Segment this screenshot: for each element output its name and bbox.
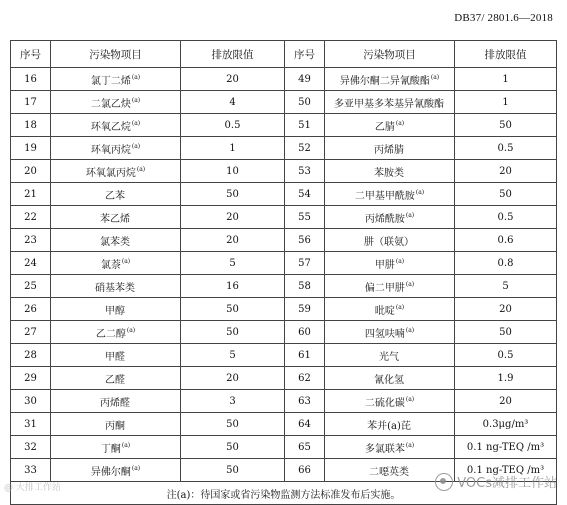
pollutant-cell: 氯丁二烯$^{(a)}$ [51,68,181,91]
table-row [11,137,557,160]
footnote-marker: (a) [136,166,146,174]
pollutant-cell: 光气 [325,344,455,367]
pollutant-limits-table [10,40,557,505]
pollutant-cell: 环氧氯丙烷$^{(a)}$ [51,160,181,183]
footnote-marker: (a) [126,327,136,335]
serial-cell: 64 [285,413,325,436]
limit-cell: 20 [181,206,285,229]
pollutant-cell: 乙苯 [51,183,181,206]
limit-cell: 0.8 [455,252,557,275]
limit-cell: 10 [181,160,285,183]
limit-cell: 0.5 [455,137,557,160]
serial-cell: 50 [285,91,325,114]
footnote-marker: (a) [121,442,131,450]
pollutant-cell: 苯乙烯 [51,206,181,229]
pollutant-cell: 苯胺类 [325,160,455,183]
pollutant-cell: 多氯联苯$^{(a)}$ [325,436,455,459]
header-pollutant-2: 污染物项目 [325,41,455,68]
limit-cell: 0.5 [181,114,285,137]
table-row [11,344,557,367]
table-header-row [11,41,557,68]
pollutant-cell: 氰化氢 [325,367,455,390]
serial-cell: 55 [285,206,325,229]
watermark [435,472,557,491]
serial-cell: 53 [285,160,325,183]
header-serial-2: 序号 [285,41,325,68]
limit-cell: 1.9 [455,367,557,390]
limit-cell: 5 [181,252,285,275]
table-row [11,252,557,275]
footnote-marker: (a) [405,327,415,335]
table-note: 注(a)：待国家或省污染物监测方法标准发布后实施。 [11,482,557,505]
limit-cell: 0.1 ng-TEQ /m³ [455,459,557,482]
limit-cell: 5 [455,275,557,298]
table-row [11,390,557,413]
serial-cell: 62 [285,367,325,390]
table-row [11,91,557,114]
serial-cell: 26 [11,298,51,321]
limit-cell: 50 [455,321,557,344]
pollutant-cell: 偏二甲肼$^{(a)}$ [325,275,455,298]
header-pollutant-1: 污染物项目 [51,41,181,68]
pollutant-cell: 甲醛 [51,344,181,367]
limit-cell: 50 [181,321,285,344]
limit-cell: 0.1 ng-TEQ /m³ [455,436,557,459]
pollutant-cell: 丙烯酰胺$^{(a)}$ [325,206,455,229]
pollutant-cell: 环氧乙烷$^{(a)}$ [51,114,181,137]
pollutant-cell: 甲醇 [51,298,181,321]
serial-cell: 24 [11,252,51,275]
footnote-marker: (a) [121,258,131,266]
serial-cell: 20 [11,160,51,183]
limit-cell: 20 [181,229,285,252]
footnote-marker: (a) [405,281,415,289]
serial-cell: 33 [11,459,51,482]
serial-cell: 52 [285,137,325,160]
pollutant-cell: 肼（联氨） [325,229,455,252]
footnote-marker: (a) [395,304,405,312]
serial-cell: 65 [285,436,325,459]
pollutant-cell: 氯萘$^{(a)}$ [51,252,181,275]
limit-cell: 20 [455,390,557,413]
pollutant-cell: 二硫化碳$^{(a)}$ [325,390,455,413]
footnote-marker: (a) [395,258,405,266]
serial-cell: 60 [285,321,325,344]
footnote-marker: (a) [430,74,440,82]
table-row [11,413,557,436]
limit-cell: 0.5 [455,344,557,367]
table-row [11,114,557,137]
pollutant-cell: 异佛尔酮$^{(a)}$ [51,459,181,482]
serial-cell: 59 [285,298,325,321]
serial-cell: 28 [11,344,51,367]
document-code: DB37/ 2801.6—2018 [454,12,553,24]
footnote-marker: (a) [405,442,415,450]
header-serial-1: 序号 [11,41,51,68]
serial-cell: 49 [285,68,325,91]
serial-cell: 23 [11,229,51,252]
limit-cell: 20 [181,367,285,390]
table-row [11,68,557,91]
serial-cell: 30 [11,390,51,413]
limit-cell: 20 [181,68,285,91]
serial-cell: 54 [285,183,325,206]
pollutant-cell: 乙腈$^{(a)}$ [325,114,455,137]
limit-cell: 50 [181,436,285,459]
serial-cell: 16 [11,68,51,91]
pollutant-cell: 乙醛 [51,367,181,390]
pollutant-cell: 二氯乙炔$^{(a)}$ [51,91,181,114]
pollutant-cell: 多亚甲基多苯基异氰酸酯 [325,91,455,114]
limit-cell: 1 [181,137,285,160]
serial-cell: 58 [285,275,325,298]
serial-cell: 17 [11,91,51,114]
footnote-marker: (a) [131,465,141,473]
pollutant-cell: 丙烯醛 [51,390,181,413]
pollutant-cell: 异佛尔酮二异氰酸酯$^{(a)}$ [325,68,455,91]
limit-cell: 50 [181,183,285,206]
footnote-marker: (a) [405,396,415,404]
serial-cell: 25 [11,275,51,298]
footnote-marker: (a) [131,120,141,128]
serial-cell: 63 [285,390,325,413]
serial-cell: 66 [285,459,325,482]
limit-cell: 0.5 [455,206,557,229]
watermark-text: VOCs减排工作站 [457,476,557,491]
serial-cell: 22 [11,206,51,229]
table-row [11,275,557,298]
table-row [11,436,557,459]
table-row [11,321,557,344]
serial-cell: 51 [285,114,325,137]
serial-cell: 27 [11,321,51,344]
pollutant-cell: 环氧丙烷$^{(a)}$ [51,137,181,160]
serial-cell: 32 [11,436,51,459]
pollutant-cell: 四氢呋喃$^{(a)}$ [325,321,455,344]
serial-cell: 21 [11,183,51,206]
limit-cell: 50 [455,114,557,137]
limit-cell: 3 [181,390,285,413]
limit-cell: 5 [181,344,285,367]
table-row [11,298,557,321]
limit-cell: 50 [455,183,557,206]
footnote-marker: (a) [395,120,405,128]
limit-cell: 16 [181,275,285,298]
table-row [11,367,557,390]
pollutant-cell: 二甲基甲酰胺$^{(a)}$ [325,183,455,206]
limit-cell: 0.3μg/m³ [455,413,557,436]
limit-cell: 1 [455,68,557,91]
table-row [11,229,557,252]
limit-cell: 4 [181,91,285,114]
serial-cell: 31 [11,413,51,436]
pollutant-cell: 苯并(a)芘 [325,413,455,436]
serial-cell: 57 [285,252,325,275]
header-limit-1: 排放限值 [181,41,285,68]
pollutant-cell: 硝基苯类 [51,275,181,298]
table-row [11,160,557,183]
pollutant-cell: 吡啶$^{(a)}$ [325,298,455,321]
limit-cell: 20 [455,160,557,183]
footnote-marker: (a) [405,212,415,220]
serial-cell: 19 [11,137,51,160]
serial-cell: 56 [285,229,325,252]
limit-cell: 20 [455,298,557,321]
pollutant-cell: 氯苯类 [51,229,181,252]
limit-cell: 0.6 [455,229,557,252]
serial-cell: 29 [11,367,51,390]
watermark-left: @ 大排工作站 [4,483,61,493]
pollutant-cell: 二噁英类 [325,459,455,482]
limit-cell: 50 [181,298,285,321]
limit-cell: 50 [181,413,285,436]
header-limit-2: 排放限值 [455,41,557,68]
footnote-marker: (a) [131,97,141,105]
table-row [11,206,557,229]
footnote-marker: (a) [415,189,425,197]
pollutant-cell: 甲肼$^{(a)}$ [325,252,455,275]
serial-cell: 18 [11,114,51,137]
pollutant-cell: 乙二醇$^{(a)}$ [51,321,181,344]
limit-cell: 50 [181,459,285,482]
pollutant-cell: 丙烯腈 [325,137,455,160]
serial-cell: 61 [285,344,325,367]
pollutant-cell: 丙酮 [51,413,181,436]
pollutant-cell: 丁酮$^{(a)}$ [51,436,181,459]
limit-cell: 1 [455,91,557,114]
table-row [11,183,557,206]
wechat-logo-icon [435,473,453,491]
footnote-marker: (a) [131,74,141,82]
footnote-marker: (a) [131,143,141,151]
